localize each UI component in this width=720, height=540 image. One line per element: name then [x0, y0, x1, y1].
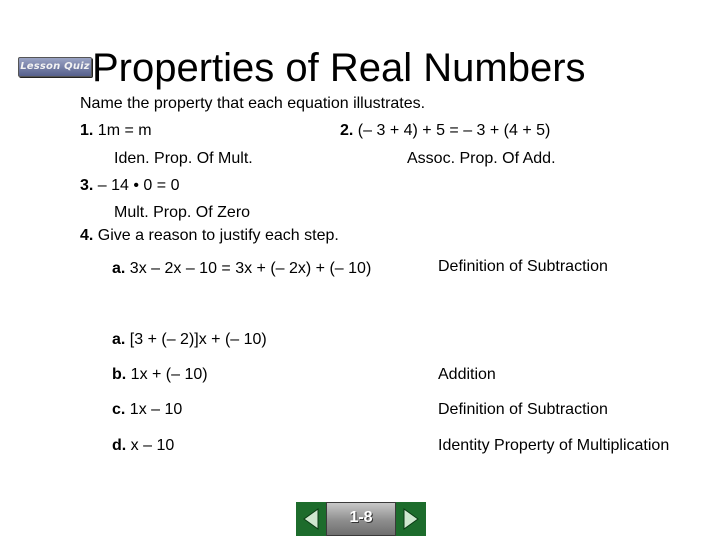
answer-2: Assoc. Prop. Of Add.: [407, 150, 556, 167]
question-expression: – 14 • 0 = 0: [97, 177, 180, 194]
step-row: [112, 330, 267, 350]
question-number: 1.: [80, 122, 94, 139]
step-reason: Addition: [438, 366, 496, 383]
question-1: [80, 121, 152, 141]
question-number: 3.: [80, 177, 94, 194]
step-row: [112, 400, 182, 420]
question-2: [340, 121, 550, 141]
step-expression: 1x – 10: [129, 401, 183, 418]
step-reason: Definition of Subtraction: [438, 401, 608, 418]
step-reason: Identity Property of Multiplication: [438, 437, 670, 454]
question-4: [80, 226, 339, 246]
question-number: 4.: [80, 227, 94, 244]
step-reason: Definition of Subtraction: [438, 258, 608, 275]
step-label: a.: [112, 260, 126, 277]
question-prompt: Give a reason to justify each step.: [97, 227, 339, 244]
badge-label: Lesson Quiz: [20, 61, 90, 72]
step-label: d.: [112, 437, 127, 454]
step-expression: x – 10: [130, 437, 175, 454]
step-expression: 3x – 2x – 10 = 3x + (– 2x) + (– 10): [129, 260, 372, 277]
step-label: b.: [112, 366, 127, 383]
step-row: [112, 436, 174, 456]
question-expression: 1m = m: [97, 122, 152, 139]
question-number: 2.: [340, 122, 354, 139]
question-expression: (– 3 + 4) + 5 = – 3 + (4 + 5): [357, 122, 551, 139]
arrow-right-icon: [396, 502, 426, 536]
answer-1: Iden. Prop. Of Mult.: [114, 150, 253, 167]
lesson-quiz-badge[interactable]: [18, 57, 92, 77]
question-3: [80, 176, 179, 196]
next-slide-button[interactable]: [396, 502, 426, 536]
step-expression: 1x + (– 10): [130, 366, 208, 383]
instruction: Name the property that each equation illustrates.: [80, 95, 426, 112]
answer-3: Mult. Prop. Of Zero: [114, 204, 251, 221]
previous-slide-button[interactable]: [296, 502, 326, 536]
step-label: c.: [112, 401, 126, 418]
step-row: [112, 259, 371, 279]
page-title: Properties of Real Numbers: [92, 46, 586, 90]
arrow-left-icon: [296, 502, 326, 536]
slide-number-indicator: [326, 502, 396, 536]
step-expression: [3 + (– 2)]x + (– 10): [129, 331, 267, 348]
step-label: a.: [112, 331, 126, 348]
step-row: [112, 365, 208, 385]
slide-number: 1-8: [349, 509, 373, 526]
